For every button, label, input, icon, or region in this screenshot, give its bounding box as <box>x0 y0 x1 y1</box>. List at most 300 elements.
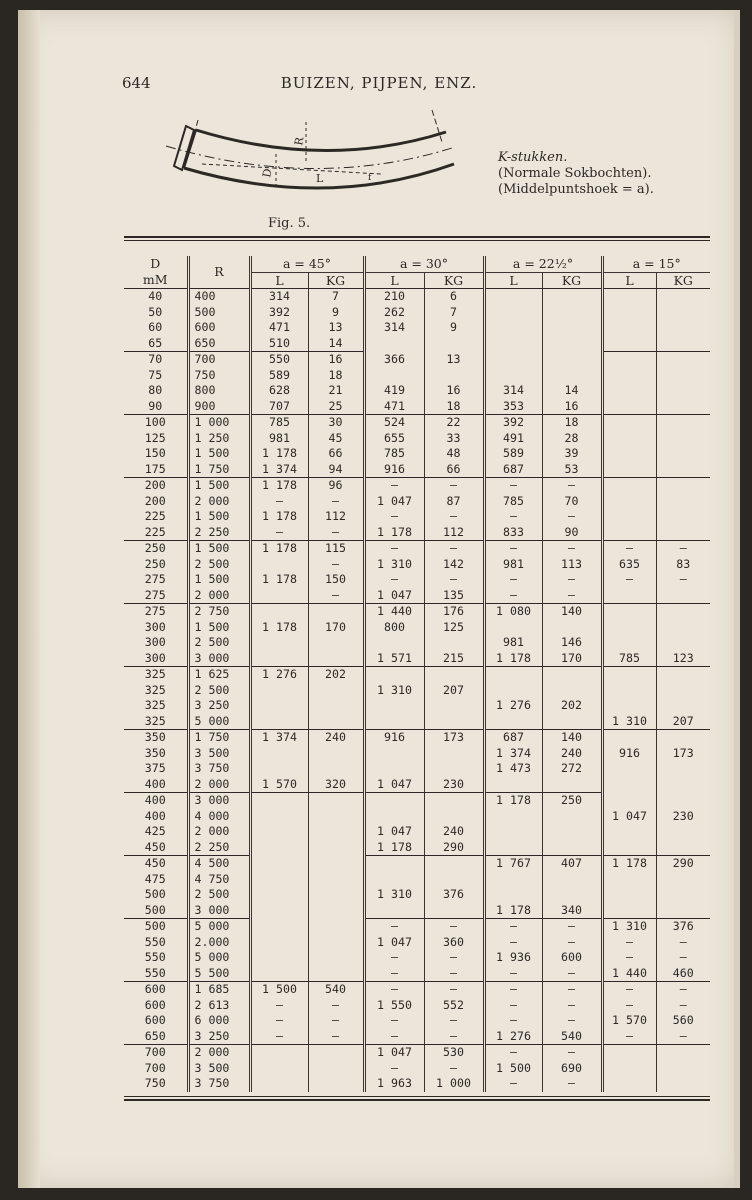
table-cell: 173 <box>424 730 484 746</box>
table-cell <box>602 667 656 683</box>
table-cell <box>424 793 484 809</box>
table-cell <box>602 620 656 636</box>
table-cell <box>250 683 308 699</box>
table-cell <box>484 305 542 321</box>
table-cell: — <box>484 998 542 1014</box>
table-cell: 202 <box>308 667 364 683</box>
table-cell: — <box>424 982 484 998</box>
table-cell: 589 <box>250 368 308 384</box>
table-cell <box>602 793 656 809</box>
table-cell: 9 <box>424 320 484 336</box>
table-cell: — <box>484 478 542 494</box>
table-cell <box>656 399 710 415</box>
table-cell <box>602 478 656 494</box>
table-cell: 800 <box>364 620 424 636</box>
table-cell <box>250 651 308 667</box>
table-cell: 290 <box>424 840 484 856</box>
table-cell <box>542 714 602 730</box>
table-cell <box>602 1045 656 1061</box>
table-cell <box>364 698 424 714</box>
table-cell <box>602 903 656 919</box>
table-cell <box>484 336 542 352</box>
table-cell: 272 <box>542 761 602 777</box>
table-bottom-rule <box>124 1099 710 1101</box>
table-cell: 750 <box>188 368 250 384</box>
table-cell <box>602 840 656 856</box>
table-cell: 1 963 <box>364 1076 424 1092</box>
table-cell: 376 <box>656 919 710 935</box>
table-row <box>124 1029 710 1045</box>
col-header-d-unit: mM <box>142 272 168 288</box>
table-cell: 125 <box>144 430 166 445</box>
table-cell: 1 767 <box>484 856 542 872</box>
table-cell <box>250 557 308 573</box>
table-cell: — <box>656 935 710 951</box>
table-cell <box>308 935 364 951</box>
table-cell <box>656 840 710 856</box>
table-cell: — <box>656 998 710 1014</box>
table-cell <box>602 289 656 305</box>
table-cell <box>308 903 364 919</box>
table-cell: 3 000 <box>188 793 250 809</box>
table-cell <box>656 903 710 919</box>
table-cell: — <box>364 919 424 935</box>
table-cell: 314 <box>364 320 424 336</box>
table-cell: 33 <box>424 431 484 447</box>
table-cell <box>602 415 656 431</box>
table-cell: 750 <box>144 1076 166 1090</box>
table-cell: 2 750 <box>188 604 250 620</box>
table-cell: 325 <box>144 682 166 697</box>
table-cell: 550 <box>144 934 166 949</box>
table-cell: — <box>308 525 364 541</box>
table-cell: 39 <box>542 446 602 462</box>
table-cell: 112 <box>424 525 484 541</box>
table-row <box>124 919 710 935</box>
table-cell: — <box>542 998 602 1014</box>
col-header-kg: KG <box>542 272 602 289</box>
table-cell: 1 276 <box>484 1029 542 1045</box>
table-row <box>124 352 710 368</box>
table-cell <box>250 935 308 951</box>
table-cell <box>424 714 484 730</box>
table-row <box>124 1076 710 1092</box>
table-row <box>124 998 710 1014</box>
pipe-outer-wall <box>196 130 446 151</box>
table-cell: — <box>308 557 364 573</box>
table-cell <box>308 746 364 762</box>
table-cell: 6 000 <box>188 1013 250 1029</box>
table-cell: 450 <box>124 856 188 872</box>
table-row <box>124 809 710 825</box>
table-cell: 207 <box>656 714 710 730</box>
table-cell <box>364 856 424 872</box>
table-cell: 150 <box>144 446 166 460</box>
table-cell: 1 178 <box>484 793 542 809</box>
table-cell: 530 <box>424 1045 484 1061</box>
table-row <box>124 856 710 872</box>
table-cell: 18 <box>308 368 364 384</box>
table-row <box>124 935 710 951</box>
table-cell: 45 <box>308 431 364 447</box>
table-cell: 1 310 <box>364 887 424 903</box>
table-cell: 524 <box>364 415 424 431</box>
table-cell <box>250 903 308 919</box>
table-cell: 1 178 <box>484 903 542 919</box>
table-row <box>124 966 710 982</box>
table-cell: — <box>424 919 484 935</box>
table-cell: 785 <box>602 651 656 667</box>
table-cell <box>484 824 542 840</box>
table-cell: — <box>656 572 710 588</box>
table-cell <box>602 368 656 384</box>
table-cell: 3 000 <box>188 903 250 919</box>
table-bottom-rule-thin <box>124 1096 710 1097</box>
table-cell: 5 000 <box>188 919 250 935</box>
table-cell: 18 <box>542 415 602 431</box>
table-cell: — <box>364 950 424 966</box>
table-cell: 1 047 <box>602 809 656 825</box>
table-cell <box>602 698 656 714</box>
table-cell: 540 <box>308 982 364 998</box>
table-cell: 500 <box>144 887 166 901</box>
table-cell: 1 500 <box>188 446 250 462</box>
table-cell <box>656 478 710 494</box>
table-cell <box>308 966 364 982</box>
page-edge <box>734 10 740 1188</box>
table-cell <box>250 746 308 762</box>
table-cell: 655 <box>364 431 424 447</box>
table-cell: 16 <box>542 399 602 415</box>
table-cell: 1 000 <box>188 415 250 431</box>
table-cell: 1 473 <box>484 761 542 777</box>
table-cell: 2 250 <box>188 840 250 856</box>
table-cell <box>424 635 484 651</box>
col-header-l: L <box>364 272 424 289</box>
table-cell <box>602 383 656 399</box>
table-cell <box>542 683 602 699</box>
table-cell: 628 <box>250 383 308 399</box>
table-cell: — <box>250 494 308 510</box>
table-cell: — <box>250 1013 308 1029</box>
table-cell <box>602 872 656 888</box>
table-cell: 14 <box>308 336 364 352</box>
table-cell <box>542 320 602 336</box>
table-cell: 460 <box>656 966 710 982</box>
col-header-angle: a = 22½° <box>484 256 602 272</box>
table-cell <box>656 509 710 525</box>
table-cell <box>424 856 484 872</box>
table-cell <box>364 746 424 762</box>
table-cell <box>364 635 424 651</box>
table-row <box>124 572 710 588</box>
table-cell <box>484 887 542 903</box>
table-cell: — <box>424 509 484 525</box>
table-cell: — <box>484 1045 542 1061</box>
table-cell: 589 <box>484 446 542 462</box>
table-cell <box>542 840 602 856</box>
table-cell <box>250 1076 308 1092</box>
table-cell <box>602 446 656 462</box>
table-cell: 700 <box>144 1060 166 1075</box>
table-cell: — <box>424 950 484 966</box>
table-cell: — <box>484 982 542 998</box>
table-cell: 600 <box>144 997 166 1012</box>
table-cell <box>656 698 710 714</box>
table-cell <box>250 887 308 903</box>
table-cell: 1 047 <box>364 494 424 510</box>
table-cell <box>424 746 484 762</box>
table-cell: 2 500 <box>188 635 250 651</box>
table-cell: 360 <box>424 935 484 951</box>
col-header-r: R <box>188 256 250 289</box>
table-cell: — <box>484 509 542 525</box>
table-cell <box>250 840 308 856</box>
table-cell: 230 <box>424 777 484 793</box>
table-cell: 135 <box>424 588 484 604</box>
table-cell: 240 <box>542 746 602 762</box>
table-cell: 21 <box>308 383 364 399</box>
table-cell <box>542 305 602 321</box>
table-cell <box>364 903 424 919</box>
table-cell: 1 625 <box>188 667 250 683</box>
table-cell: 550 <box>250 352 308 368</box>
table-cell: 250 <box>144 556 166 571</box>
table-cell: — <box>542 1045 602 1061</box>
table-cell: 240 <box>308 730 364 746</box>
table-cell: 1 178 <box>364 840 424 856</box>
table-row <box>124 289 710 305</box>
table-cell: — <box>656 1029 710 1045</box>
table-cell <box>250 950 308 966</box>
table-cell <box>656 383 710 399</box>
table-cell: 275 <box>144 587 166 602</box>
table-cell: — <box>364 509 424 525</box>
table-cell: 1 047 <box>364 1045 424 1061</box>
table-cell <box>250 761 308 777</box>
table-cell <box>602 887 656 903</box>
table-cell: 687 <box>484 462 542 478</box>
table-cell: 1 685 <box>188 982 250 998</box>
table-cell <box>602 320 656 336</box>
table-cell <box>250 793 308 809</box>
table-row <box>124 541 710 557</box>
table-cell: 350 <box>124 730 188 746</box>
table-cell: — <box>484 1013 542 1029</box>
table-row <box>124 982 710 998</box>
table-cell <box>656 793 710 809</box>
table-cell: 833 <box>484 525 542 541</box>
table-cell: — <box>250 1029 308 1045</box>
table-cell: 500 <box>124 919 188 935</box>
table-row <box>124 368 710 384</box>
table-cell <box>656 588 710 604</box>
book-page <box>18 10 740 1188</box>
table-cell: 314 <box>484 383 542 399</box>
table-cell: 16 <box>424 383 484 399</box>
table-row <box>124 525 710 541</box>
table-cell <box>656 667 710 683</box>
table-cell: 7 <box>308 289 364 305</box>
table-cell <box>364 714 424 730</box>
table-row <box>124 903 710 919</box>
table-cell: — <box>424 1061 484 1077</box>
table-cell: 1 000 <box>424 1076 484 1092</box>
table-row <box>124 746 710 762</box>
table-cell <box>308 604 364 620</box>
table-cell: 9 <box>308 305 364 321</box>
table-cell <box>308 1061 364 1077</box>
table-cell: 115 <box>308 541 364 557</box>
table-cell <box>308 840 364 856</box>
table-cell <box>250 919 308 935</box>
col-header-kg: KG <box>308 272 364 289</box>
table-cell: 22 <box>424 415 484 431</box>
page-gutter <box>18 10 40 1188</box>
table-cell: 25 <box>308 399 364 415</box>
table-cell: 707 <box>250 399 308 415</box>
table-cell: 491 <box>484 431 542 447</box>
table-cell: 210 <box>364 289 424 305</box>
table-cell: 366 <box>364 352 424 368</box>
table-cell <box>602 604 656 620</box>
table-cell <box>542 824 602 840</box>
table-cell <box>656 415 710 431</box>
table-cell <box>542 887 602 903</box>
table-cell <box>308 1076 364 1092</box>
d-label: D <box>260 167 275 179</box>
table-cell <box>308 651 364 667</box>
table-cell: 290 <box>656 856 710 872</box>
table-cell <box>308 1045 364 1061</box>
table-cell <box>656 824 710 840</box>
table-row <box>124 1045 710 1061</box>
table-cell <box>424 667 484 683</box>
figure-label: Fig. 5. <box>268 216 311 231</box>
table-cell: 1 178 <box>250 620 308 636</box>
table-cell <box>542 667 602 683</box>
table-cell: — <box>542 982 602 998</box>
table-cell: 40 <box>124 289 188 305</box>
table-cell: 2 500 <box>188 887 250 903</box>
table-cell <box>656 777 710 793</box>
table-cell: — <box>542 1013 602 1029</box>
table-cell: — <box>250 998 308 1014</box>
table-cell <box>602 635 656 651</box>
table-cell <box>484 840 542 856</box>
table-cell: 1 440 <box>364 604 424 620</box>
table-cell: 1 550 <box>364 998 424 1014</box>
table-cell: — <box>542 966 602 982</box>
table-cell: — <box>542 572 602 588</box>
table-cell: 250 <box>124 541 188 557</box>
table-cell <box>542 777 602 793</box>
table-cell <box>250 966 308 982</box>
table-cell <box>250 824 308 840</box>
table-cell: 1 500 <box>188 509 250 525</box>
table-cell <box>308 809 364 825</box>
table-cell: 1 178 <box>364 525 424 541</box>
table-cell: — <box>542 478 602 494</box>
table-cell: 1 570 <box>250 777 308 793</box>
table-cell: — <box>250 525 308 541</box>
table-cell: 1 750 <box>188 730 250 746</box>
table-top-rule-thin <box>124 240 710 241</box>
table-row <box>124 683 710 699</box>
table-cell: 202 <box>542 698 602 714</box>
table-cell: 1 500 <box>188 572 250 588</box>
table-cell: 5 000 <box>188 714 250 730</box>
table-cell: 70 <box>542 494 602 510</box>
table-cell: 635 <box>602 557 656 573</box>
table-cell <box>250 1045 308 1061</box>
table-cell: 1 310 <box>602 714 656 730</box>
table-cell <box>424 809 484 825</box>
table-cell: 100 <box>124 415 188 431</box>
table-cell: 353 <box>484 399 542 415</box>
table-cell: 2 000 <box>188 1045 250 1061</box>
f-label: f <box>368 173 372 183</box>
table-cell <box>602 730 656 746</box>
table-cell <box>484 777 542 793</box>
table-cell <box>308 635 364 651</box>
table-cell <box>364 761 424 777</box>
r-label: R <box>292 136 307 147</box>
table-cell <box>542 809 602 825</box>
table-cell: 3 500 <box>188 746 250 762</box>
table-cell: — <box>542 541 602 557</box>
table-cell <box>656 887 710 903</box>
table-cell <box>308 761 364 777</box>
table-cell <box>602 509 656 525</box>
table-cell <box>308 887 364 903</box>
table-cell <box>424 698 484 714</box>
table-cell: 48 <box>424 446 484 462</box>
table-cell <box>602 399 656 415</box>
table-row <box>124 462 710 478</box>
table-cell: 80 <box>148 383 163 397</box>
table-cell: 785 <box>364 446 424 462</box>
table-cell <box>602 761 656 777</box>
table-cell: — <box>542 1076 602 1092</box>
table-cell: — <box>484 919 542 935</box>
table-cell: — <box>308 494 364 510</box>
col-header-angle: a = 15° <box>602 256 710 272</box>
table-cell <box>602 1076 656 1092</box>
table-cell: 90 <box>148 398 163 413</box>
table-cell: 320 <box>308 777 364 793</box>
table-cell <box>602 777 656 793</box>
table-cell: — <box>364 966 424 982</box>
table-cell: 66 <box>424 462 484 478</box>
table-cell: — <box>308 1029 364 1045</box>
table-cell <box>308 824 364 840</box>
table-cell <box>542 336 602 352</box>
table-cell <box>308 683 364 699</box>
table-cell: 3 250 <box>188 698 250 714</box>
table-cell: 700 <box>124 1045 188 1061</box>
col-header-angle: a = 30° <box>364 256 484 272</box>
table-cell: 90 <box>542 525 602 541</box>
table-cell: 1 500 <box>188 620 250 636</box>
table-cell: 981 <box>250 431 308 447</box>
table-cell <box>602 824 656 840</box>
table-cell: 70 <box>124 352 188 368</box>
table-cell: — <box>364 1061 424 1077</box>
table-cell <box>656 525 710 541</box>
table-cell: 300 <box>144 650 166 665</box>
table-cell <box>602 525 656 541</box>
